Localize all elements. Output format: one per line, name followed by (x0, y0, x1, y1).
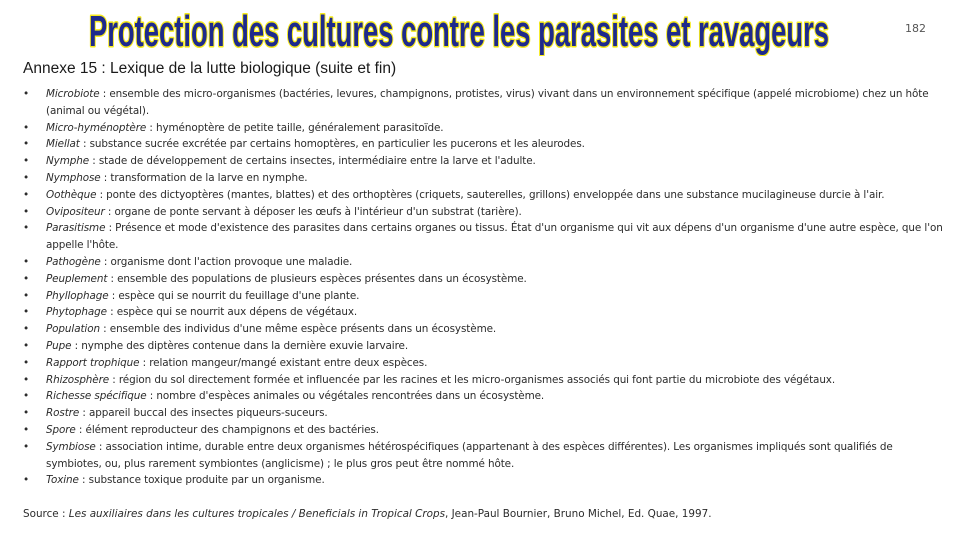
bullet-icon: • (23, 423, 30, 436)
glossary-term: Spore (46, 423, 76, 436)
glossary-definition: : substance toxique produite par un organisme. (78, 474, 325, 487)
bullet-icon: • (23, 255, 30, 268)
glossary-term: Rapport trophique (46, 356, 140, 369)
glossary-term: Toxine (46, 474, 79, 487)
glossary-entry (23, 472, 948, 489)
page-number: 182 (905, 22, 926, 35)
bullet-icon: • (23, 390, 30, 403)
glossary-definition: : ensemble des micro-organismes (bactéries, levures, champignons, protistes, virus) vivant dans un environnement spécifique (appelé microbiome) chez un hôte (animal ou végétal). (46, 88, 929, 117)
glossary-entry (23, 355, 948, 372)
banner-title (84, 4, 834, 56)
source-authors: , Jean-Paul Bournier, Bruno Michel, Ed. Quae, 1997. (445, 508, 712, 520)
glossary-term: Pupe (46, 339, 72, 352)
glossary-entry (23, 439, 948, 473)
glossary-entry (23, 288, 948, 305)
glossary-term: Rostre (46, 407, 80, 420)
bullet-icon: • (23, 323, 30, 336)
glossary-definition: : nombre d'espèces animales ou végétales rencontrées dans un écosystème. (146, 390, 545, 403)
bullet-icon: • (23, 272, 30, 285)
glossary-term: Phytophage (46, 306, 107, 319)
glossary-term: Peuplement (46, 272, 108, 285)
bullet-icon: • (23, 155, 30, 168)
glossary-term: Micro-hyménoptère (46, 121, 147, 134)
source-label: Source : (23, 508, 69, 520)
source-citation (23, 506, 948, 523)
glossary-definition: : organisme dont l'action provoque une maladie. (100, 255, 353, 268)
page-subtitle: Annexe 15 : Lexique de la lutte biologique (suite et fin) (23, 60, 397, 77)
glossary-entry (23, 372, 948, 389)
bullet-icon: • (23, 339, 30, 352)
bullet-icon: • (23, 171, 30, 184)
glossary-term: Microbiote (46, 88, 100, 100)
bullet-icon: • (23, 440, 30, 453)
glossary-definition: : espèce qui se nourrit aux dépens de végétaux. (106, 306, 358, 319)
glossary-definition: : ensemble des populations de plusieurs espèces présentes dans un écosystème. (107, 272, 527, 285)
glossary-entry (23, 120, 948, 137)
bullet-icon: • (23, 205, 30, 218)
glossary-term: Miellat (46, 138, 80, 151)
bullet-icon: • (23, 138, 30, 151)
glossary-entry (23, 321, 948, 338)
glossary-term: Population (46, 323, 100, 336)
glossary-definition: : région du sol directement formée et influencée par les racines et les micro-organismes associés qui font partie du microbiote des végétaux. (109, 373, 836, 386)
glossary-definition: : espèce qui se nourrit du feuillage d'une plante. (108, 289, 360, 302)
bullet-icon: • (23, 121, 30, 134)
glossary-entry (23, 153, 948, 170)
glossary-term: Pathogène (46, 255, 101, 268)
glossary-term: Richesse spécifique (46, 390, 147, 403)
glossary-definition: : élément reproducteur des champignons et des bactéries. (75, 423, 379, 436)
glossary-definition: : relation mangeur/mangé existant entre deux espèces. (139, 356, 428, 369)
glossary-definition: : nymphe des diptères contenue dans la dernière exuvie larvaire. (71, 339, 409, 352)
glossary-definition: : stade de développement de certains insectes, intermédiaire entre la larve et l'adulte. (89, 155, 536, 168)
glossary-definition: : organe de ponte servant à déposer les œufs à l'intérieur d'un substrat (tarière). (104, 205, 522, 218)
glossary-definition: : ensemble des individus d'une même espèce présents dans un écosystème. (99, 323, 497, 336)
glossary-term: Ovipositeur (46, 205, 105, 218)
glossary-definition: : Présence et mode d'existence des parasites dans certains organes ou tissus. État d'un organisme qui vit aux dépens d'un organisme d'une autre espèce, que l'on appelle l'hôte. (46, 222, 943, 252)
banner-title-text: Protection des cultures contre les parasites et ravageurs (89, 7, 829, 56)
bullet-icon: • (23, 306, 30, 319)
bullet-icon: • (23, 407, 30, 420)
glossary-term: Oothèque (46, 188, 97, 201)
glossary-entry (23, 338, 948, 355)
glossary-entry (23, 405, 948, 422)
glossary-entry (23, 304, 948, 321)
glossary-term: Symbiose (46, 440, 96, 453)
bullet-icon: • (23, 88, 30, 100)
glossary-list (23, 86, 948, 489)
glossary-definition: : substance sucrée excrétée par certains homoptères, en particulier les pucerons et les aleurodes. (79, 138, 585, 151)
glossary-definition: : appareil buccal des insectes piqueurs-suceurs. (79, 407, 328, 420)
bullet-icon: • (23, 356, 30, 369)
glossary-entry (23, 136, 948, 153)
source-reference: Les auxiliaires dans les cultures tropicales / Beneficials in Tropical Crops (68, 508, 446, 520)
bullet-icon: • (23, 289, 30, 302)
glossary-entry (23, 204, 948, 221)
glossary-entry (23, 170, 948, 187)
glossary-entry (23, 187, 948, 204)
glossary-term: Nymphe (46, 155, 90, 168)
glossary-term: Nymphose (46, 171, 101, 184)
glossary-entry (23, 254, 948, 271)
glossary-entry (23, 220, 948, 254)
glossary-entry (23, 86, 948, 120)
glossary-definition: : hyménoptère de petite taille, généralement parasitoïde. (146, 121, 444, 134)
glossary-entry (23, 271, 948, 288)
glossary-term: Rhizosphère (46, 373, 110, 386)
glossary-definition: : ponte des dictyoptères (mantes, blattes) et des orthoptères (criquets, sauterelles, grillons) enveloppée dans une substance mucilagineuse durcie à l'air. (96, 188, 885, 201)
bullet-icon: • (23, 188, 30, 201)
glossary-entry (23, 422, 948, 439)
glossary-definition: : transformation de la larve en nymphe. (100, 171, 308, 184)
bullet-icon: • (23, 474, 30, 487)
glossary-definition: : association intime, durable entre deux organismes hétérospécifiques (appartenant à des espèces différentes). Les organismes impliqués sont qualifiés de symbiotes, ou, plus rarement symbiontes (anglicisme) ; le plus gros peut être nommé hôte. (46, 440, 893, 470)
bullet-icon: • (23, 373, 30, 386)
glossary-term: Parasitisme (46, 222, 106, 235)
glossary-entry (23, 388, 948, 405)
glossary-term: Phyllophage (46, 289, 109, 302)
bullet-icon: • (23, 222, 30, 235)
